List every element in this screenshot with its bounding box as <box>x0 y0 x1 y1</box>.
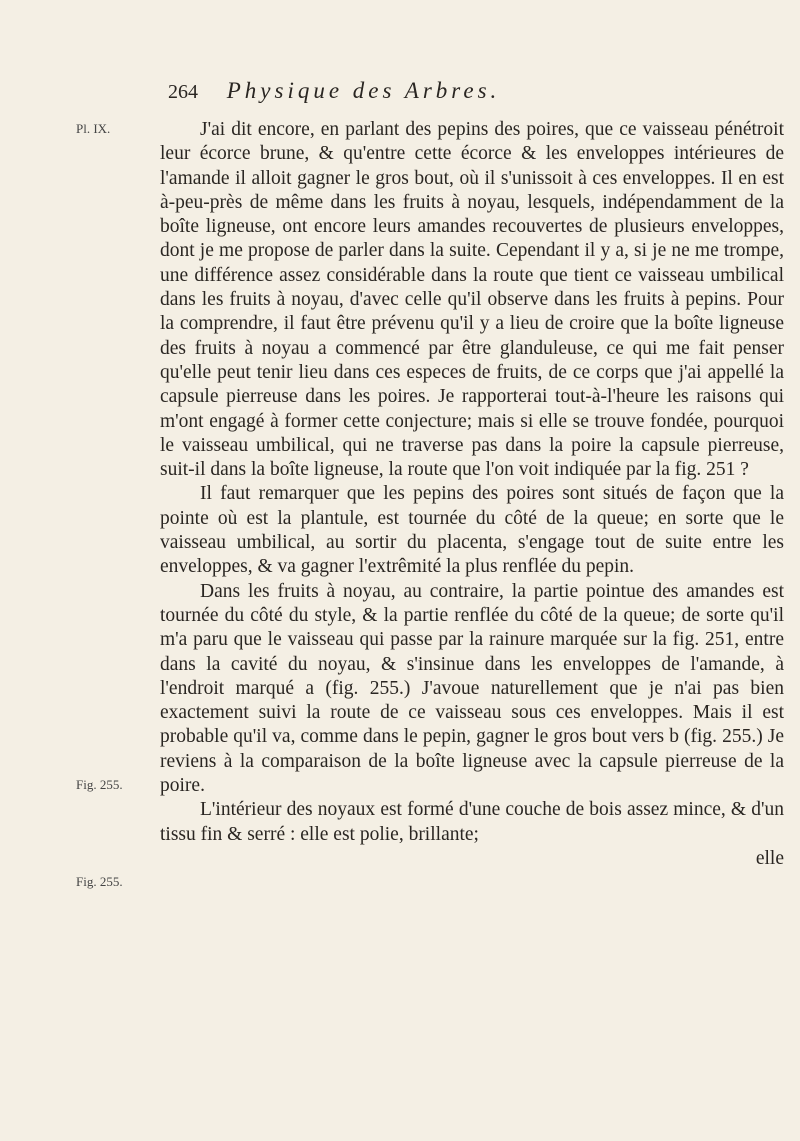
page-header <box>168 78 668 104</box>
paragraph: J'ai dit encore, en parlant des pepins des poires, que ce vaisseau pénétroit leur écorce brune, & qu'entre cette écorce & les enveloppes intérieures de l'amande il alloit gagner le gros bout, où il s'unissoit à ces enveloppes. Il en est à-peu-près de même dans les fruits à noyau, lesquels, indépendamment de la boîte ligneuse, ont encore leurs amandes recouvertes de plusieurs enveloppes, dont je me propose de parler dans la suite. Cependant il y a, si je ne me trompe, une différence assez considérable dans la route que tient ce vaisseau umbilical dans les fruits à noyau, d'avec celle qu'il observe dans les fruits à pepins. Pour la comprendre, il faut être prévenu qu'il y a lieu de croire que la boîte ligneuse des fruits à noyau a commencé par être glanduleuse, ce qui me fait penser qu'elle peut tenir lieu dans ces especes de fruits, de ce corps que j'ai appellé la capsule pierreuse dans les poires. Je rapporterai tout-à-l'heure les raisons qui m'ont engagé à former cette conjecture; mais si elle se trouve fondée, pourquoi le vaisseau umbilical, qui ne traverse pas dans la poire la capsule pierreuse, suit-il dans la boîte ligneuse, la route que l'on voit indiquée par la fig. 251 ? <box>160 119 784 481</box>
margin-note-plate: Pl. IX. <box>76 121 111 136</box>
margin-note-figure: Fig. 255. <box>76 874 123 889</box>
running-title: Physique des Arbres. <box>226 78 501 103</box>
page-number: 264 <box>168 81 198 103</box>
paragraph: Il faut remarquer que les pepins des poires sont situés de façon que la pointe où est la plantule, est tournée du côté de la queue; en sorte que le vaisseau umbilical, au sortir du placenta, s'engage tout de suite entre les enveloppes, & va gagner l'extrêmité la plus renflée du pepin. <box>160 483 784 578</box>
paragraph: Dans les fruits à noyau, au contraire, la partie pointue des amandes est tournée du côté du style, & la partie renflée du côté de la queue; de sorte qu'il m'a paru que le vaisseau qui passe par la rainure marquée sur la fig. 251, entre dans la cavité du noyau, & s'insinue dans les enveloppes de l'amande, à l'endroit marqué a (fig. 255.) J'avoue naturellement que je n'ai pas bien exactement suivi la route de ce vaisseau sous ces enveloppes. Mais il est probable qu'il va, comme dans le pepin, gagner le gros bout vers b (fig. 255.) Je reviens à la comparaison de la boîte ligneuse avec la capsule pierreuse de la poire. <box>160 580 784 797</box>
paragraph: L'intérieur des noyaux est formé d'une couche de bois assez mince, & d'un tissu fin & serré : elle est polie, brillante; <box>160 799 784 845</box>
body-text <box>160 118 784 871</box>
margin-note-figure: Fig. 255. <box>76 777 123 792</box>
catchword: elle <box>755 847 784 869</box>
